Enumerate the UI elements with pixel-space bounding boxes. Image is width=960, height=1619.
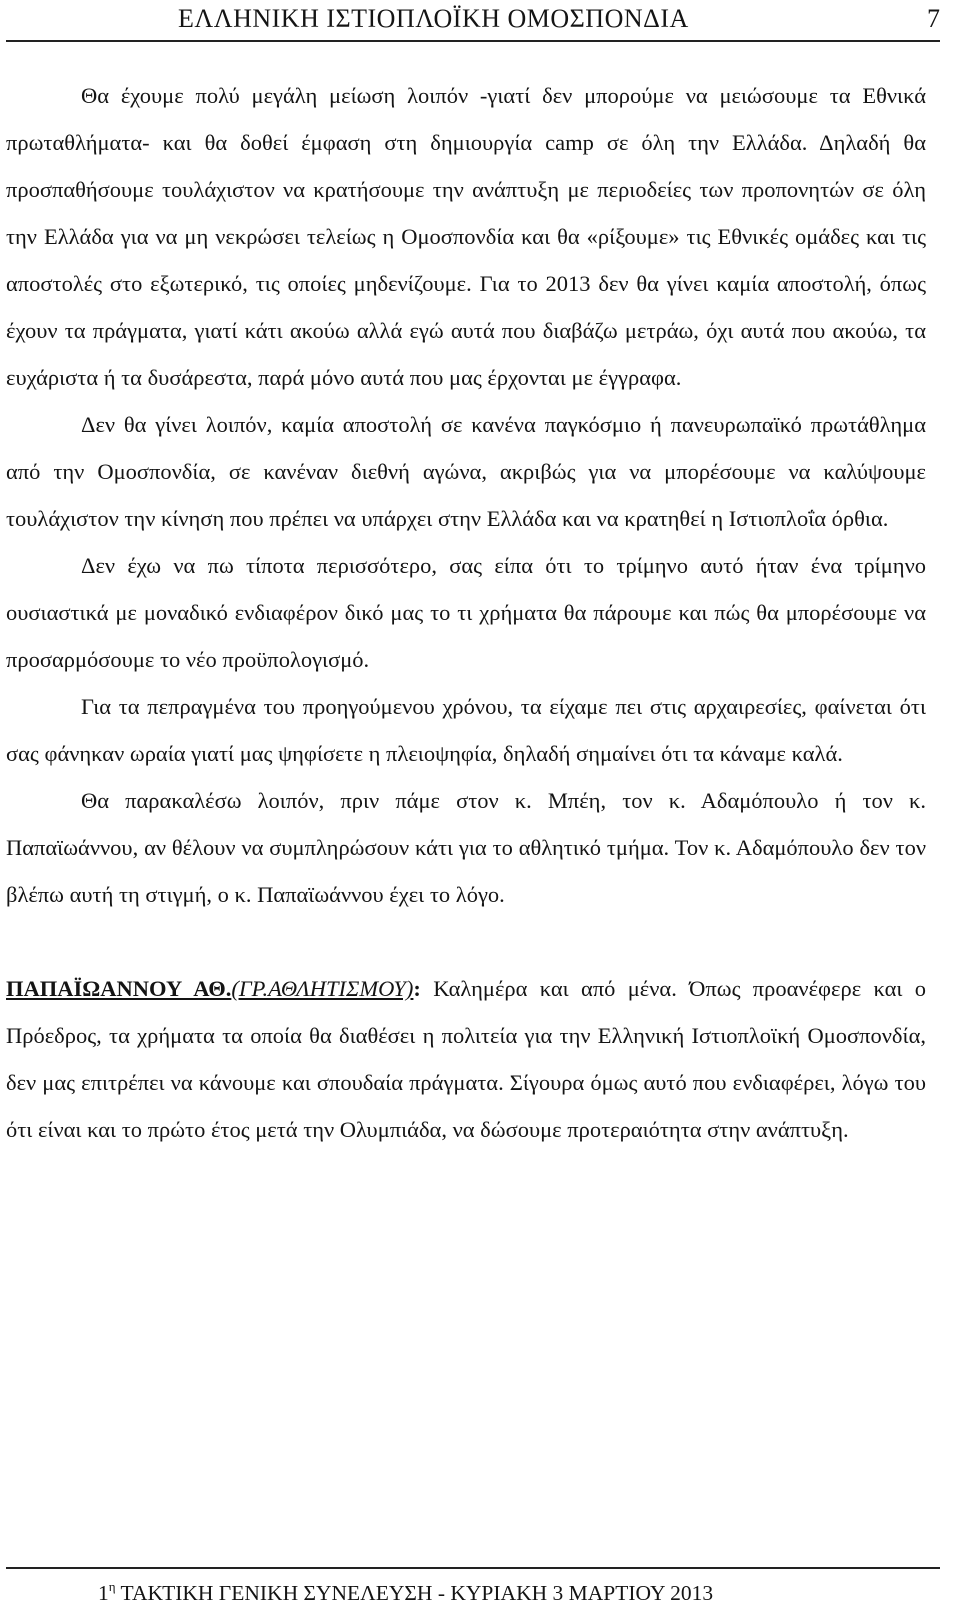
speech-paragraph xyxy=(6,965,926,1153)
page-header xyxy=(6,2,940,42)
page-number: 7 xyxy=(927,4,940,33)
page-footer xyxy=(6,1567,940,1619)
body-text xyxy=(6,72,926,1153)
speaker-role: (ΓΡ.ΑΘΛΗΤΙΣΜΟΥ) xyxy=(231,976,414,1001)
paragraph-5: Θα παρακαλέσω λοιπόν, πριν πάμε στον κ. Μπέη, τον κ. Αδαμόπουλο ή τον κ. Παπαϊωάννου, αν θέλουν να συμπληρώσουν κάτι για το αθλητικό τμήμα. Τον κ. Αδαμόπουλο δεν τον βλέπω αυτή τη στιγμή, ο κ. Παπαϊωάννου έχει το λόγο. xyxy=(6,788,926,907)
speaker-colon: : xyxy=(413,976,421,1001)
footer-title: ΤΑΚΤΙΚΗ ΓΕΝΙΚΗ ΣΥΝΕΛΕΥΣΗ - ΚΥΡΙΑΚΗ 3 ΜΑΡΤΙΟΥ 2013 xyxy=(115,1581,714,1605)
paragraph-4: Για τα πεπραγμένα του προηγούμενου χρόνου, τα είχαμε πει στις αρχαιρεσίες, φαίνεται ότι σας φάνηκαν ωραία γιατί μας ψηφίσετε η πλειοψηφία, δηλαδή σημαίνει ότι τα κάναμε καλά. xyxy=(6,694,926,766)
header-title: ΕΛΛΗΝΙΚΗ ΙΣΤΙΟΠΛΟΪΚΗ ΟΜΟΣΠΟΝΔΙΑ xyxy=(178,4,689,33)
paragraph-3: Δεν έχω να πω τίποτα περισσότερο, σας είπα ότι το τρίμηνο αυτό ήταν ένα τρίμηνο ουσιαστικά με μοναδικό ενδιαφέρον δικό μας το τι χρήματα θα πάρουμε και πώς θα μπορέσουμε να προσαρμόσουμε το νέο προϋπολογισμό. xyxy=(6,553,926,672)
footer-text xyxy=(98,1579,713,1606)
paragraph-2: Δεν θα γίνει λοιπόν, καμία αποστολή σε κανένα παγκόσμιο ή πανευρωπαϊκό πρωτάθλημα από την Ομοσπονδία, σε κανέναν διεθνή αγώνα, ακριβώς για να μπορέσουμε να καλύψουμε τουλάχιστον την κίνηση που πρέπει να υπάρχει στην Ελλάδα και να κρατηθεί η Ιστιοπλοΐα όρθια. xyxy=(6,412,926,531)
speech-text: Καλημέρα και από μένα. Όπως προανέφερε και ο Πρόεδρος, τα χρήματα τα οποία θα διαθέσει η πολιτεία για την Ελληνική Ιστιοπλοϊκή Ομοσπονδία, δεν μας επιτρέπει να κάνουμε και σπουδαία πράγματα. Σίγουρα όμως αυτό που ενδιαφέρει, λόγω του ότι είναι και το πρώτο έτος μετά την Ολυμπιάδα, να δώσουμε προτεραιότητα στην ανάπτυξη. xyxy=(6,976,926,1142)
footer-ordinal-number: 1 xyxy=(98,1581,109,1605)
paragraph-1: Θα έχουμε πολύ μεγάλη μείωση λοιπόν -γιατί δεν μπορούμε να μειώσουμε τα Εθνικά πρωταθλήματα- και θα δοθεί έμφαση στη δημιουργία camp σε όλη την Ελλάδα. Δηλαδή θα προσπαθήσουμε τουλάχιστον να κρατήσουμε την ανάπτυξη με περιοδείες των προπονητών σε όλη την Ελλάδα για να μη νεκρώσει τελείως η Ομοσπονδία και θα «ρίξουμε» τις Εθνικές ομάδες και τις αποστολές στο εξωτερικό, τις οποίες μηδενίζουμε. Για το 2013 δεν θα γίνει καμία αποστολή, όπως έχουν τα πράγματα, γιατί κάτι ακούω αλλά εγώ αυτά που διαβάζω μετράω, όχι αυτά που ακούω, τα ευχάριστα ή τα δυσάρεστα, παρά μόνο αυτά που μας έρχονται με έγγραφα. xyxy=(6,83,926,390)
footer-ordinal-suffix: η xyxy=(108,1579,116,1594)
speaker-name: ΠΑΠΑΪΩΑΝΝΟΥ ΑΘ. xyxy=(6,976,232,1001)
